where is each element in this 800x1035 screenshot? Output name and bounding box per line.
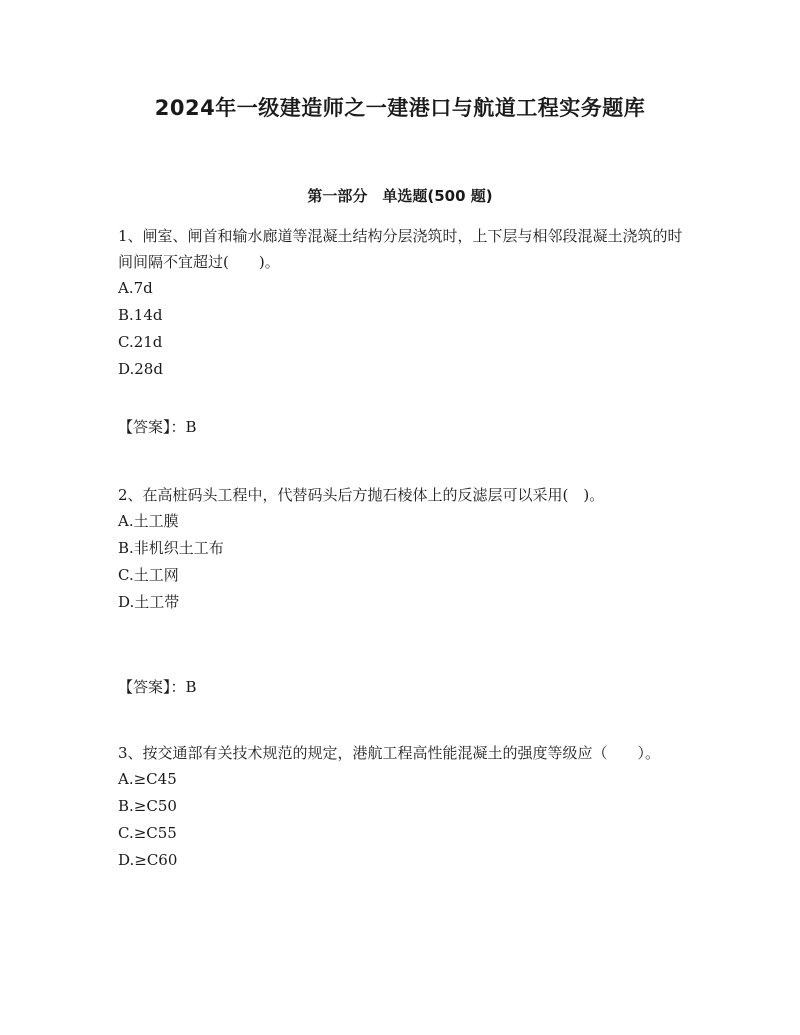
option-d: D.土工带 [118,593,180,611]
option-b: B.≥C50 [118,797,177,815]
question-3 [118,740,690,874]
option-c: C.土工网 [118,566,179,584]
option-a: A.7d [118,279,153,297]
option-b: B.非机织土工布 [118,539,224,557]
answer-1: 【答案】：B [118,418,197,436]
question-stem: 1、闸室、闸首和输水廊道等混凝土结构分层浇筑时，上下层与相邻段混凝土浇筑的时间间隔不宜超过( )。 [118,227,683,271]
option-a: A.≥C45 [118,770,177,788]
question-stem: 3、按交通部有关技术规范的规定，港航工程高性能混凝土的强度等级应（ ）。 [118,744,661,762]
document-title: 2024年一级建造师之一建港口与航道工程实务题库 [154,96,646,120]
option-b: B.14d [118,306,163,324]
answer-2: 【答案】：B [118,678,197,696]
option-d: D.28d [118,360,163,378]
question-1 [118,223,690,383]
question-stem: 2、在高桩码头工程中，代替码头后方抛石棱体上的反滤层可以采用( )。 [118,486,605,504]
option-a: A.土工膜 [118,512,179,530]
option-c: C.21d [118,333,163,351]
option-d: D.≥C60 [118,851,178,869]
option-c: C.≥C55 [118,824,177,842]
question-2 [118,482,690,616]
section-title: 第一部分 单选题(500 题) [307,187,493,205]
